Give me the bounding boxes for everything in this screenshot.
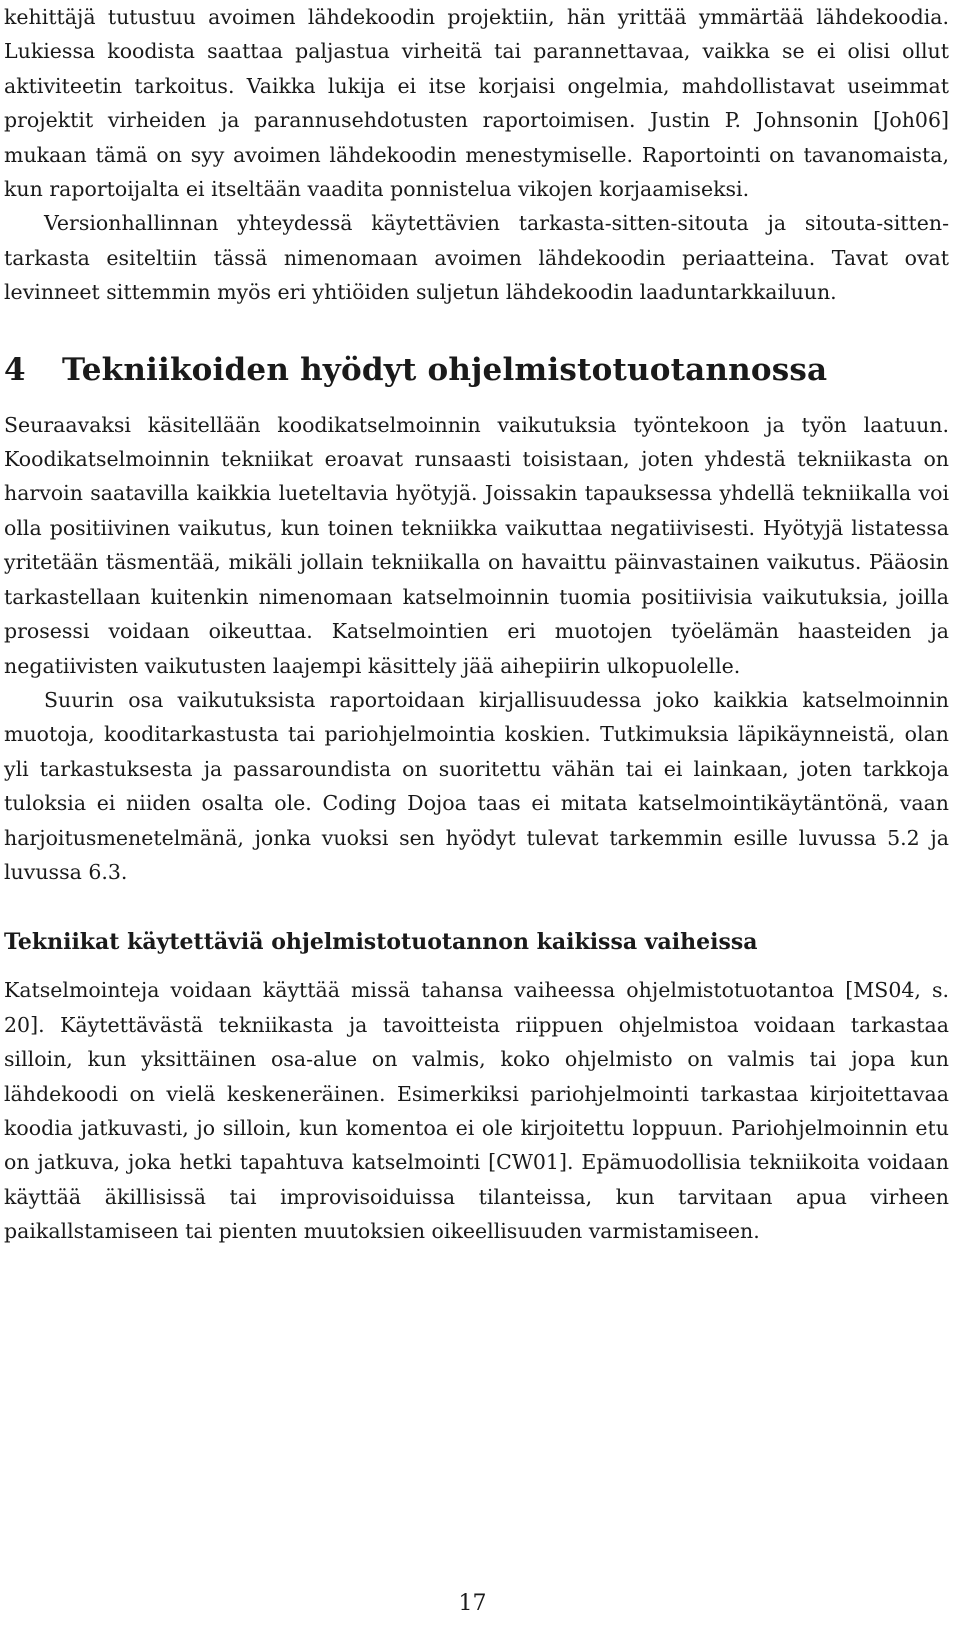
body-paragraph-intro-1: kehittäjä tutustuu avoimen lähdekoodin projektiin, hän yrittää ymmärtää lähdekoodia. Lukiessa koodista saattaa paljastua virheitä tai parannettavaa, vaikka se ei olisi ollut aktiviteetin tarkoitus. Vaikka lukija ei itse korjaisi ongelmia, mahdollistavat useimmat projektit virheiden ja parannusehdotusten raportoimisen. Justin P. Johnsonin [Joh06] mukaan tämä on syy avoimen lähdekoodin menestymiselle. Raportointi on tavanomaista, kun raportoijalta ei itseltään vaadita ponnistelua vikojen korjaamiseksi. xyxy=(4,5,949,202)
section-title: Tekniikoiden hyödyt ohjelmistotuotannossa xyxy=(62,351,828,388)
document-page xyxy=(4,0,949,1249)
section-paragraph-1: Seuraavaksi käsitellään koodikatselmoinnin vaikutuksia työntekoon ja työn laatuun. Koodikatselmoinnin tekniikat eroavat runsaasti toisistaan, joten yhdestä tekniikasta on harvoin saatavilla kaikkia lueteltavia hyötyjä. Joissakin tapauksessa yhdellä tekniikalla voi olla positiivinen vaikutus, kun toinen tekniikka vaikuttaa negatiivisesti. Hyötyjä listatessa yritetään täsmentää, mikäli jollain tekniikalla on havaittu päinvastainen vaikutus. Pääosin tarkastellaan kuitenkin nimenomaan katselmoinnin tuomia positiivisia vaikutuksia, joilla prosessi voidaan oikeuttaa. Katselmointien eri muotojen työelämän haasteiden ja negatiivisten vaikutusten laajempi käsittely jää aihepiirin ulkopuolelle. xyxy=(4,412,949,678)
body-paragraph-intro-2: Versionhallinnan yhteydessä käytettävien tarkasta-sitten-sitouta ja sitouta-sitten-tarkasta esiteltiin tässä nimenomaan avoimen lähdekoodin periaatteina. Tavat ovat levinneet sittemmin myös eri yhtiöiden suljetun lähdekoodin laaduntarkkailuun. xyxy=(4,211,949,305)
section-heading xyxy=(4,350,949,390)
subsection-paragraph-1: Katselmointeja voidaan käyttää missä tahansa vaiheessa ohjelmistotuotantoa [MS04, s. 20]. Käytettävästä tekniikasta ja tavoitteista riippuen ohjelmistoa voidaan tarkastaa silloin, kun yksittäinen osa-alue on valmis, koko ohjelmisto on valmis tai jopa kun lähdekoodi on vielä keskeneräinen. Esimerkiksi pariohjelmointi tarkastaa kirjoitettavaa koodia jatkuvasti, jo silloin, kun komentoa ei ole kirjoitettu loppuun. Pariohjelmoinnin etu on jatkuva, joka hetki tapahtuva katselmointi [CW01]. Epämuodollisia tekniikoita voidaan käyttää äkillisissä tai improvisoiduissa tilanteissa, kun tarvitaan apua virheen paikallstamiseen tai pienten muutoksien oikeellisuuden varmistamiseen. xyxy=(4,978,949,1244)
page-number: 17 xyxy=(458,1591,487,1616)
section-number: 4 xyxy=(4,351,26,388)
subsection-heading: Tekniikat käytettäviä ohjelmistotuotannon kaikissa vaiheissa xyxy=(4,929,758,956)
section-paragraph-2: Suurin osa vaikutuksista raportoidaan kirjallisuudessa joko kaikkia katselmoinnin muotoja, kooditarkastusta tai pariohjelmointia koskien. Tutkimuksia läpikäynneistä, olan yli tarkastuksesta ja passaroundista on suoritettu vähän tai ei lainkaan, joten tarkkoja tuloksia ei niiden osalta ole. Coding Dojoa taas ei mitata katselmointikäytäntönä, vaan harjoitusmenetelmänä, jonka vuoksi sen hyödyt tulevat tarkemmin esille luvussa 5.2 ja luvussa 6.3. xyxy=(4,687,949,884)
